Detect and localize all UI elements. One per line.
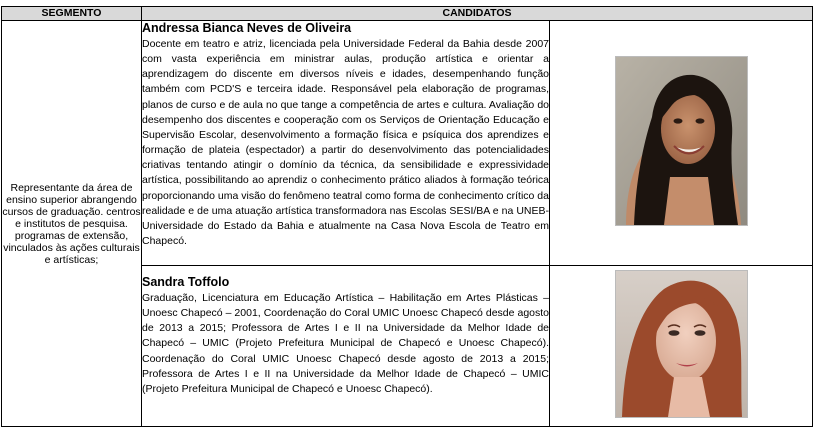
segment-description: Representante da área de ensino superior abrangendo cursos de graduação. centros e institutos de pesquisa. programas de extensão, vinculados às ações culturais e artísticas; [2,21,142,427]
candidate-info [142,21,550,266]
header-row [2,7,813,21]
candidate-name: Andressa Bianca Neves de Oliveira [142,21,352,35]
candidate-bio: Graduação, Licenciatura em Educação Artística – Habilitação em Artes Plásticas – Unoesc Chapecó – 2001, Coordenação do Coral UMIC Unoesc Chapecó desde agosto de 2013 a 2015; Professora de Artes I e II na Universidade da Melhor Idade de Chapecó – UMIC (Projeto Prefeitura Municipal de Chapecó e Unoesc Chapecó). Coordenação do Coral UMIC Unoesc Chapecó desde agosto de 2013 a 2015; Professora de Artes I e II na Universidade da Melhor Idade de Chapecó – UMIC (Projeto Prefeitura Municipal de Chapecó e Unoesc Chapecó). [142,292,549,395]
portrait-photo-icon [616,271,747,417]
candidate-photo-cell [550,21,813,266]
candidates-table [1,6,813,427]
candidate-bio: Docente em teatro e atriz, licenciada pela Universidade Federal da Bahia desde 2007 com vasta experiência em ministrar aulas, produção artística e orientar a aprendizagem do discente em diversos níveis e idades, desempenhando função também com PCD'S e terceira idade. Responsável pela elaboração de programas, planos de curso e de aula no que tange a competência de artes e cultura. Avaliação do desempenho dos discentes e cooperação com os Serviços de Orientação Educação e Supervisão Escolar, desenvolvimento a formação física e psíquica dos aprendizes e formação de plateia (espectador) a partir do desenvolvimento das potencialidades criativas tentando atingir o domínio da técnica, da sensibilidade e expressividade artística, possibilitando ao aprendiz o conhecimento prático aliados à formação teórica proporcionando uma visão do fenômeno teatral como forma de conhecimento crítico da realidade e de uma atuação artística transformadora nas Escolas SESI/BA e na UNEB- Universidade do Estado da Bahia e atualmente na Casa Nova Escola de Teatro em Chapecó. [142,38,549,248]
candidate-name: Sandra Toffolo [142,275,230,289]
portrait-photo-icon [616,57,747,225]
candidate-photo-cell [550,266,813,427]
candidate-portrait-photo [615,56,748,226]
header-segment: SEGMENTO [2,7,142,21]
candidate-portrait-photo [615,270,748,418]
candidate-info [142,266,550,427]
header-candidates: CANDIDATOS [142,7,813,21]
candidate-row [2,21,813,266]
